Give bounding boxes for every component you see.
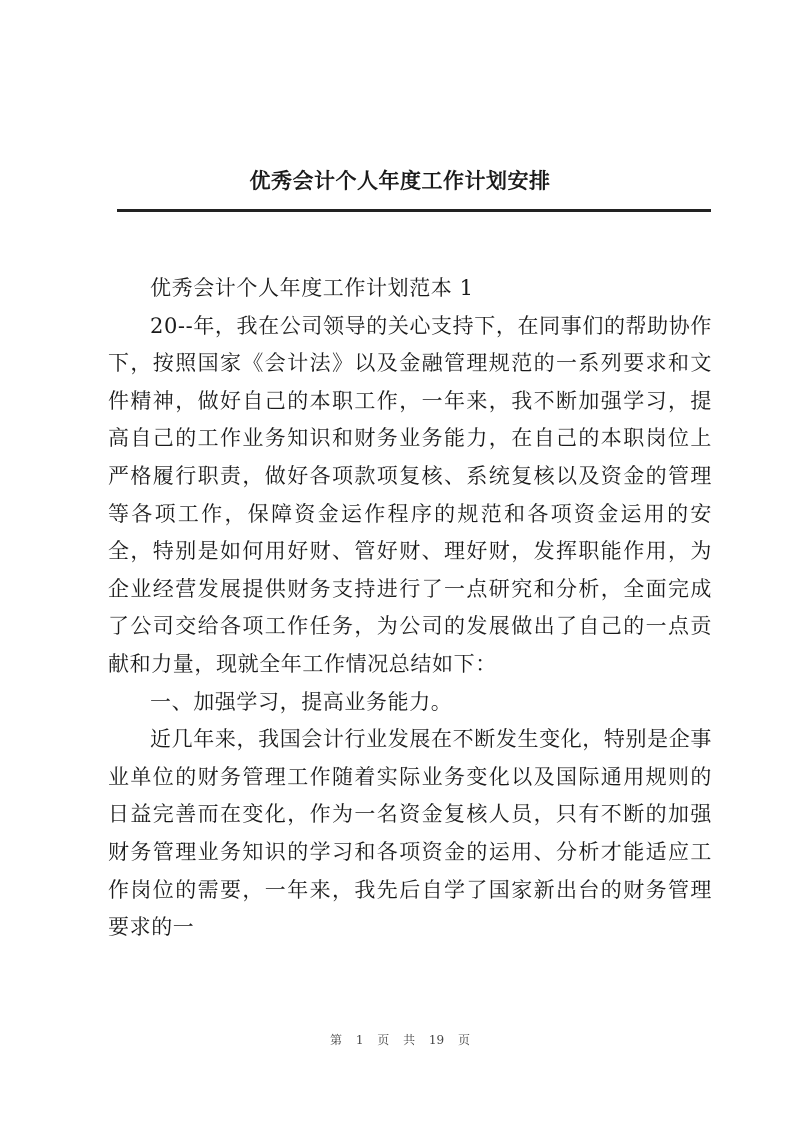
body-paragraph: 近几年来，我国会计行业发展在不断发生变化，特别是企事业单位的财务管理工作随着实际业务变化以及国际通用规则的日益完善而在变化，作为一名资金复核人员，只有不断的加强财务管理业务知识的学习和各项资金的运用、分析才能适应工作岗位的需要，一年来，我先后自学了国家新出台的财务管理要求的一 [108, 727, 712, 940]
body-paragraph-heading: 优秀会计个人年度工作计划范本 1 [150, 276, 474, 300]
document-body [108, 270, 712, 947]
page-title: 优秀会计个人年度工作计划安排 [249, 168, 551, 193]
page-footer: 第 1 页 共 19 页 [330, 1033, 470, 1047]
body-paragraph: 20--年，我在公司领导的关心支持下，在同事们的帮助协作下，按照国家《会计法》以及金融管理规范的一系列要求和文件精神，做好自己的本职工作，一年来，我不断加强学习，提高自己的工作业务知识和财务业务能力，在自己的本职岗位上严格履行职责，做好各项款项复核、系统复核以及资金的管理等各项工作，保障资金运作程序的规范和各项资金运用的安全，特别是如何用好财、管好财、理好财，发挥职能作用，为企业经营发展提供财务支持进行了一点研究和分析，全面完成了公司交给各项工作任务，为公司的发展做出了自己的一点贡献和力量，现就全年工作情况总结如下： [108, 313, 712, 676]
section-heading: 一、加强学习，提高业务能力。 [150, 689, 453, 714]
title-underline [117, 209, 711, 212]
